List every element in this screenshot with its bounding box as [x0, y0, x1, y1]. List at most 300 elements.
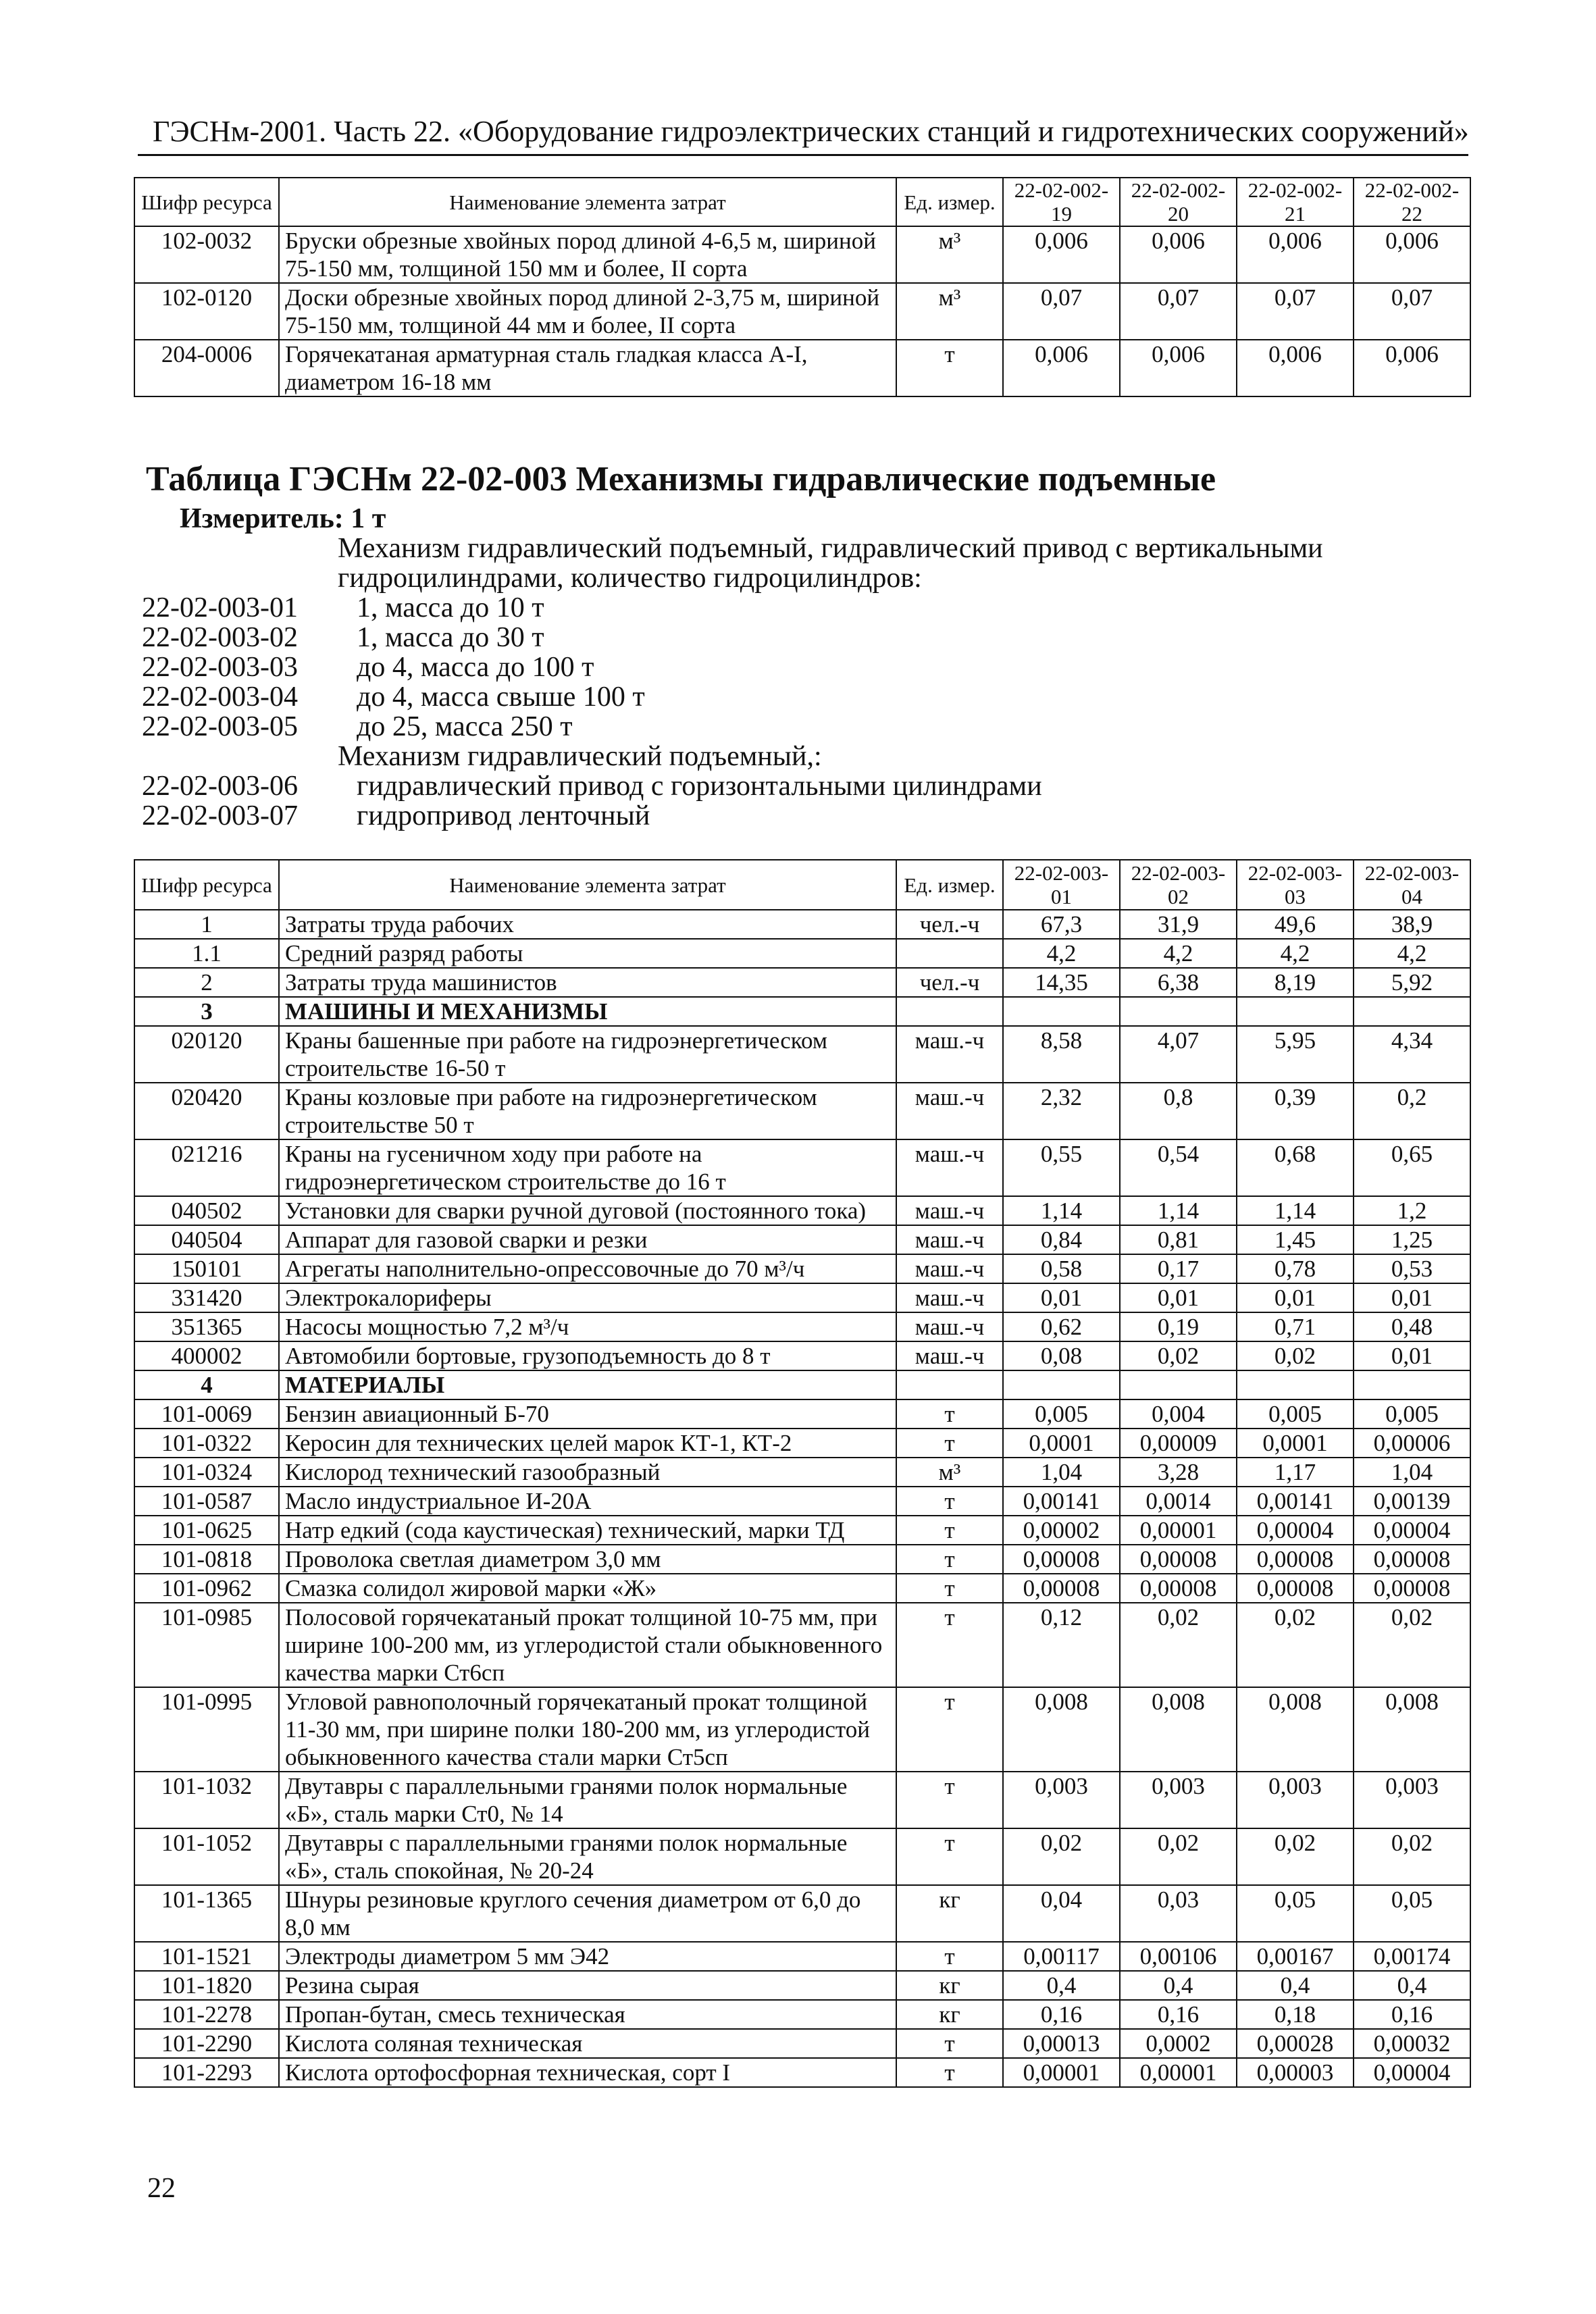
table-row — [134, 1772, 1470, 1828]
cell-value: 0,008 — [1237, 1687, 1354, 1772]
table-row — [134, 1139, 1470, 1196]
cell-name: Краны башенные при работе на гидроэнергетическом строительстве 16-50 т — [279, 1026, 896, 1083]
cell-value: 0,05 — [1354, 1885, 1470, 1942]
norm-item — [142, 652, 1466, 682]
cell-value: 0,00008 — [1003, 1574, 1120, 1603]
cell-value: 0,00009 — [1120, 1429, 1237, 1458]
cell-unit: чел.-ч — [896, 910, 1003, 939]
cell-name: Доски обрезные хвойных пород длиной 2-3,75 м, шириной 75-150 мм, толщиной 44 мм и более, II сорта — [279, 283, 896, 340]
col-header-code: Шифр ресурса — [134, 860, 279, 910]
cell-unit: т — [896, 2029, 1003, 2058]
table-row — [134, 1429, 1470, 1458]
cell-value: 4,34 — [1354, 1026, 1470, 1083]
cell-name: Шнуры резиновые круглого сечения диаметром от 6,0 до 8,0 мм — [279, 1885, 896, 1942]
cell-unit: маш.-ч — [896, 1196, 1003, 1225]
table-row — [134, 226, 1470, 283]
cell-value: 0,00003 — [1237, 2058, 1354, 2087]
cell-code: 101-2290 — [134, 2029, 279, 2058]
cell-value: 0,005 — [1003, 1399, 1120, 1429]
cell-value: 0,16 — [1120, 2000, 1237, 2029]
cell-value: 0,008 — [1003, 1687, 1120, 1772]
cell-name: Аппарат для газовой сварки и резки — [279, 1225, 896, 1254]
cell-name: Бруски обрезные хвойных пород длиной 4-6,5 м, шириной 75-150 мм, толщиной 150 мм и более, II сорта — [279, 226, 896, 283]
cell-unit: т — [896, 2058, 1003, 2087]
cell-code: 101-0985 — [134, 1603, 279, 1687]
cell-unit: т — [896, 1545, 1003, 1574]
table-row — [134, 1971, 1470, 2000]
cell-code: 101-1365 — [134, 1885, 279, 1942]
norm-item-text: до 25, масса 250 т — [357, 711, 573, 742]
cell-value: 1,14 — [1120, 1196, 1237, 1225]
table-row — [134, 283, 1470, 340]
cell-unit: т — [896, 1603, 1003, 1687]
norm-code: 22-02-003-07 — [142, 800, 298, 831]
cell-name: Кислород технический газообразный — [279, 1458, 896, 1487]
cell-value: 0,04 — [1003, 1885, 1120, 1942]
cell-code: 3 — [134, 997, 279, 1026]
resource-table-continued — [134, 177, 1471, 397]
norm-item-text: до 4, масса до 100 т — [357, 652, 594, 683]
cell-value: 0,00013 — [1003, 2029, 1120, 2058]
cell-name: Краны козловые при работе на гидроэнергетическом строительстве 50 т — [279, 1083, 896, 1139]
cell-value: 0,48 — [1354, 1312, 1470, 1341]
norm-item-text: до 4, масса свыше 100 т — [357, 682, 645, 713]
cell-value: 0,01 — [1120, 1283, 1237, 1312]
cell-value: 0,4 — [1003, 1971, 1120, 2000]
cell-unit: кг — [896, 1885, 1003, 1942]
cell-value — [1003, 1370, 1120, 1399]
col-header-value: 22-02-002-20 — [1120, 178, 1237, 226]
cell-name: Двутавры с параллельными гранями полок нормальные «Б», сталь спокойная, № 20-24 — [279, 1828, 896, 1885]
table-row — [134, 1603, 1470, 1687]
cell-name: Пропан-бутан, смесь техническая — [279, 2000, 896, 2029]
cell-value: 0,006 — [1003, 226, 1120, 283]
table-row — [134, 1885, 1470, 1942]
cell-unit: кг — [896, 2000, 1003, 2029]
cell-code: 101-2278 — [134, 2000, 279, 2029]
cell-name: МАТЕРИАЛЫ — [279, 1370, 896, 1399]
cell-value: 1,04 — [1354, 1458, 1470, 1487]
cell-unit: м³ — [896, 226, 1003, 283]
norm-code: 22-02-003-01 — [142, 592, 298, 623]
norm-item — [142, 682, 1466, 712]
cell-value: 0,17 — [1120, 1254, 1237, 1283]
cell-value: 0,4 — [1354, 1971, 1470, 2000]
cell-value: 0,00008 — [1120, 1545, 1237, 1574]
cell-code: 101-0324 — [134, 1458, 279, 1487]
col-header-value: 22-02-003-04 — [1354, 860, 1470, 910]
group-title: Механизм гидравлический подъемный,: — [338, 741, 822, 772]
norm-item-text: 1, масса до 30 т — [357, 622, 544, 653]
cell-value: 0,4 — [1120, 1971, 1237, 2000]
table-row — [134, 1545, 1470, 1574]
cell-unit: т — [896, 1487, 1003, 1516]
cell-name: Электроды диаметром 5 мм Э42 — [279, 1942, 896, 1971]
cell-unit: т — [896, 1942, 1003, 1971]
cell-value: 0,02 — [1237, 1828, 1354, 1885]
norm-item — [142, 593, 1466, 623]
cell-value: 4,2 — [1237, 939, 1354, 968]
cell-value — [1120, 1370, 1237, 1399]
cell-value: 0,006 — [1354, 226, 1470, 283]
cell-code: 1 — [134, 910, 279, 939]
cell-value: 0,00167 — [1237, 1942, 1354, 1971]
col-header-value: 22-02-003-02 — [1120, 860, 1237, 910]
col-header-value: 22-02-003-01 — [1003, 860, 1120, 910]
table-row — [134, 1687, 1470, 1772]
cell-value: 14,35 — [1003, 968, 1120, 997]
cell-value: 1,2 — [1354, 1196, 1470, 1225]
norm-item — [142, 801, 1466, 831]
cell-code: 102-0120 — [134, 283, 279, 340]
cell-name: Насосы мощностью 7,2 м³/ч — [279, 1312, 896, 1341]
cell-unit: м³ — [896, 283, 1003, 340]
cell-code: 1.1 — [134, 939, 279, 968]
cell-name: Полосовой горячекатаный прокат толщиной 10-75 мм, при ширине 100-200 мм, из углеродистой стали обыкновенного качества марки Ст6сп — [279, 1603, 896, 1687]
cell-name: Агрегаты наполнительно-опрессовочные до 70 м³/ч — [279, 1254, 896, 1283]
col-header-unit: Ед. измер. — [896, 860, 1003, 910]
table-header-row — [134, 178, 1470, 226]
norm-code: 22-02-003-05 — [142, 711, 298, 742]
cell-code: 101-0962 — [134, 1574, 279, 1603]
cell-value: 0,00008 — [1003, 1545, 1120, 1574]
meter-label: Измеритель: — [180, 503, 344, 534]
table-row — [134, 1487, 1470, 1516]
cell-code: 204-0006 — [134, 340, 279, 396]
cell-code: 101-1032 — [134, 1772, 279, 1828]
table-row — [134, 2058, 1470, 2087]
cell-code: 101-0625 — [134, 1516, 279, 1545]
group-title: Механизм гидравлический подъемный, гидравлический привод с вертикальными — [338, 533, 1323, 564]
cell-value: 1,25 — [1354, 1225, 1470, 1254]
cell-code: 101-1052 — [134, 1828, 279, 1885]
cell-code: 101-1820 — [134, 1971, 279, 2000]
cell-value: 0,003 — [1237, 1772, 1354, 1828]
cell-value: 0,4 — [1237, 1971, 1354, 2000]
meter-line — [180, 501, 386, 536]
cell-value: 0,65 — [1354, 1139, 1470, 1196]
cell-name: Автомобили бортовые, грузоподъемность до 8 т — [279, 1341, 896, 1370]
cell-value: 0,00006 — [1354, 1429, 1470, 1458]
table-row — [134, 340, 1470, 396]
cell-value: 0,02 — [1237, 1341, 1354, 1370]
cell-value: 0,00008 — [1354, 1574, 1470, 1603]
cell-name: Двутавры с параллельными гранями полок нормальные «Б», сталь марки Ст0, № 14 — [279, 1772, 896, 1828]
cell-value: 0,006 — [1003, 340, 1120, 396]
cell-value: 0,02 — [1120, 1341, 1237, 1370]
cell-unit: маш.-ч — [896, 1341, 1003, 1370]
cell-name: Бензин авиационный Б-70 — [279, 1399, 896, 1429]
cell-value: 0,0001 — [1237, 1429, 1354, 1458]
table-row — [134, 1341, 1470, 1370]
cell-name: Горячекатаная арматурная сталь гладкая класса А-I, диаметром 16-18 мм — [279, 340, 896, 396]
table-row — [134, 1312, 1470, 1341]
group1-items — [142, 593, 1466, 742]
page-number: 22 — [147, 2173, 176, 2204]
cell-value: 4,07 — [1120, 1026, 1237, 1083]
cell-unit: маш.-ч — [896, 1312, 1003, 1341]
table-row — [134, 1283, 1470, 1312]
cell-value: 5,92 — [1354, 968, 1470, 997]
cell-value: 0,55 — [1003, 1139, 1120, 1196]
table2-body — [134, 910, 1470, 2087]
cell-value: 49,6 — [1237, 910, 1354, 939]
cell-name: Кислота ортофосфорная техническая, сорт I — [279, 2058, 896, 2087]
cell-value — [1237, 1370, 1354, 1399]
col-header-unit: Ед. измер. — [896, 178, 1003, 226]
cell-value: 0,07 — [1120, 283, 1237, 340]
table-row — [134, 1516, 1470, 1545]
cell-name: Краны на гусеничном ходу при работе на гидроэнергетическом строительстве до 16 т — [279, 1139, 896, 1196]
cell-value: 0,01 — [1354, 1341, 1470, 1370]
cell-value: 0,006 — [1237, 340, 1354, 396]
table-header-row — [134, 860, 1470, 910]
cell-unit — [896, 1370, 1003, 1399]
cell-value: 0,00141 — [1237, 1487, 1354, 1516]
table-row — [134, 968, 1470, 997]
cell-unit: т — [896, 1687, 1003, 1772]
cell-value: 0,81 — [1120, 1225, 1237, 1254]
table-row — [134, 2000, 1470, 2029]
cell-value: 0,00008 — [1237, 1574, 1354, 1603]
cell-code: 020120 — [134, 1026, 279, 1083]
cell-value: 0,53 — [1354, 1254, 1470, 1283]
cell-code: 020420 — [134, 1083, 279, 1139]
cell-value: 0,00117 — [1003, 1942, 1120, 1971]
cell-value: 0,71 — [1237, 1312, 1354, 1341]
cell-unit: маш.-ч — [896, 1083, 1003, 1139]
cell-code: 021216 — [134, 1139, 279, 1196]
cell-value: 1,04 — [1003, 1458, 1120, 1487]
cell-name: Керосин для технических целей марок КТ-1, КТ-2 — [279, 1429, 896, 1458]
norm-item — [142, 712, 1466, 742]
cell-value: 0,07 — [1003, 283, 1120, 340]
cell-value: 0,02 — [1354, 1603, 1470, 1687]
cell-value: 4,2 — [1120, 939, 1237, 968]
cell-code: 351365 — [134, 1312, 279, 1341]
cell-name: Кислота соляная техническая — [279, 2029, 896, 2058]
cell-value: 0,16 — [1354, 2000, 1470, 2029]
cell-code: 101-0995 — [134, 1687, 279, 1772]
header-rule — [138, 154, 1468, 156]
cell-value: 0,18 — [1237, 2000, 1354, 2029]
cell-value: 0,16 — [1003, 2000, 1120, 2029]
col-header-value: 22-02-003-03 — [1237, 860, 1354, 910]
cell-value: 0,006 — [1354, 340, 1470, 396]
cell-unit: кг — [896, 1971, 1003, 2000]
cell-code: 101-2293 — [134, 2058, 279, 2087]
meter-value: 1 т — [351, 503, 386, 534]
cell-value: 5,95 — [1237, 1026, 1354, 1083]
col-header-value: 22-02-002-19 — [1003, 178, 1120, 226]
table-row — [134, 939, 1470, 968]
cell-value: 38,9 — [1354, 910, 1470, 939]
table-row — [134, 1370, 1470, 1399]
cell-unit: т — [896, 1828, 1003, 1885]
cell-value — [1354, 1370, 1470, 1399]
group2-items — [142, 771, 1466, 831]
cell-value: 0,003 — [1003, 1772, 1120, 1828]
table-row — [134, 1458, 1470, 1487]
cell-value: 0,00141 — [1003, 1487, 1120, 1516]
cell-unit: маш.-ч — [896, 1225, 1003, 1254]
cell-value: 0,19 — [1120, 1312, 1237, 1341]
table-row — [134, 910, 1470, 939]
cell-unit: т — [896, 1772, 1003, 1828]
cell-unit: т — [896, 340, 1003, 396]
cell-code: 331420 — [134, 1283, 279, 1312]
table-row — [134, 1942, 1470, 1971]
cell-value: 0,39 — [1237, 1083, 1354, 1139]
cell-unit — [896, 939, 1003, 968]
cell-value: 0,00001 — [1120, 1516, 1237, 1545]
cell-unit: т — [896, 1429, 1003, 1458]
cell-value: 2,32 — [1003, 1083, 1120, 1139]
cell-value: 1,14 — [1003, 1196, 1120, 1225]
group-title: гидроцилиндрами, количество гидроцилиндров: — [338, 563, 922, 594]
cell-unit: маш.-ч — [896, 1254, 1003, 1283]
cell-value: 0,02 — [1120, 1603, 1237, 1687]
cell-value: 0,12 — [1003, 1603, 1120, 1687]
cell-value: 0,004 — [1120, 1399, 1237, 1429]
cell-unit: т — [896, 1516, 1003, 1545]
cell-value: 0,006 — [1120, 340, 1237, 396]
cell-value: 0,00008 — [1237, 1545, 1354, 1574]
cell-value: 0,2 — [1354, 1083, 1470, 1139]
cell-name: Проволока светлая диаметром 3,0 мм — [279, 1545, 896, 1574]
cell-value: 0,54 — [1120, 1139, 1237, 1196]
col-header-code: Шифр ресурса — [134, 178, 279, 226]
norm-code: 22-02-003-04 — [142, 682, 298, 713]
cell-code: 101-0818 — [134, 1545, 279, 1574]
cell-code: 150101 — [134, 1254, 279, 1283]
cell-value: 0,07 — [1354, 283, 1470, 340]
cell-value: 0,0014 — [1120, 1487, 1237, 1516]
table-row — [134, 997, 1470, 1026]
col-header-value: 22-02-002-22 — [1354, 178, 1470, 226]
cell-value: 0,08 — [1003, 1341, 1120, 1370]
cell-unit: маш.-ч — [896, 1283, 1003, 1312]
cell-name: Натр едкий (сода каустическая) технический, марки ТД — [279, 1516, 896, 1545]
cell-value — [1120, 997, 1237, 1026]
cell-code: 101-1521 — [134, 1942, 279, 1971]
col-header-name: Наименование элемента затрат — [279, 178, 896, 226]
table-row — [134, 1254, 1470, 1283]
cell-value: 0,0001 — [1003, 1429, 1120, 1458]
cell-value: 0,005 — [1237, 1399, 1354, 1429]
table-row — [134, 1399, 1470, 1429]
table-row — [134, 1026, 1470, 1083]
cell-value — [1354, 997, 1470, 1026]
cell-value: 0,0002 — [1120, 2029, 1237, 2058]
cell-value: 0,01 — [1354, 1283, 1470, 1312]
cell-value: 0,00004 — [1354, 1516, 1470, 1545]
cell-value: 0,00106 — [1120, 1942, 1237, 1971]
cell-name: Смазка солидол жировой марки «Ж» — [279, 1574, 896, 1603]
cell-value: 8,58 — [1003, 1026, 1120, 1083]
cell-unit: т — [896, 1399, 1003, 1429]
cell-value: 6,38 — [1120, 968, 1237, 997]
cell-code: 400002 — [134, 1341, 279, 1370]
cell-name: Затраты труда рабочих — [279, 910, 896, 939]
resource-table — [134, 859, 1471, 2088]
cell-value: 0,00008 — [1354, 1545, 1470, 1574]
norm-item — [142, 771, 1466, 801]
cell-value: 0,003 — [1120, 1772, 1237, 1828]
cell-value — [1237, 997, 1354, 1026]
cell-code: 102-0032 — [134, 226, 279, 283]
cell-code: 040502 — [134, 1196, 279, 1225]
cell-value: 0,00008 — [1120, 1574, 1237, 1603]
cell-value: 0,008 — [1120, 1687, 1237, 1772]
norm-code: 22-02-003-03 — [142, 652, 298, 683]
cell-code: 101-0069 — [134, 1399, 279, 1429]
table-row — [134, 1196, 1470, 1225]
cell-value: 0,78 — [1237, 1254, 1354, 1283]
cell-unit — [896, 997, 1003, 1026]
norm-description — [142, 534, 1466, 831]
cell-unit: т — [896, 1574, 1003, 1603]
table-title: Таблица ГЭСНм 22-02-003 Механизмы гидравлические подъемные — [146, 460, 1216, 498]
cell-value: 0,00028 — [1237, 2029, 1354, 2058]
norm-item-text: гидравлический привод с горизонтальными цилиндрами — [357, 771, 1042, 802]
norm-item-text: гидропривод ленточный — [357, 800, 650, 831]
cell-value: 0,02 — [1354, 1828, 1470, 1885]
cell-name: Средний разряд работы — [279, 939, 896, 968]
table-row — [134, 2029, 1470, 2058]
norm-code: 22-02-003-02 — [142, 622, 298, 653]
cell-unit: маш.-ч — [896, 1026, 1003, 1083]
cell-unit: чел.-ч — [896, 968, 1003, 997]
cell-value: 0,00001 — [1120, 2058, 1237, 2087]
cell-value: 0,01 — [1003, 1283, 1120, 1312]
cell-code: 101-0587 — [134, 1487, 279, 1516]
cell-unit: м³ — [896, 1458, 1003, 1487]
cell-name: Электрокалориферы — [279, 1283, 896, 1312]
cell-value: 0,07 — [1237, 283, 1354, 340]
cell-value: 0,62 — [1003, 1312, 1120, 1341]
cell-value: 0,006 — [1237, 226, 1354, 283]
cell-value: 0,02 — [1003, 1828, 1120, 1885]
cell-value: 0,003 — [1354, 1772, 1470, 1828]
cell-value: 0,008 — [1354, 1687, 1470, 1772]
cell-code: 2 — [134, 968, 279, 997]
cell-name: Угловой равнополочный горячекатаный прокат толщиной 11-30 мм, при ширине полки 180-200 мм, из углеродистой обыкновенного качества стали марки Ст5сп — [279, 1687, 896, 1772]
cell-name: Масло индустриальное И-20А — [279, 1487, 896, 1516]
table-row — [134, 1225, 1470, 1254]
cell-value: 0,58 — [1003, 1254, 1120, 1283]
cell-value — [1003, 997, 1120, 1026]
cell-value: 0,00004 — [1237, 1516, 1354, 1545]
cell-value: 0,00139 — [1354, 1487, 1470, 1516]
cell-value: 1,17 — [1237, 1458, 1354, 1487]
cell-code: 040504 — [134, 1225, 279, 1254]
norm-item-text: 1, масса до 10 т — [357, 592, 544, 623]
cell-value: 0,00002 — [1003, 1516, 1120, 1545]
cell-value: 4,2 — [1003, 939, 1120, 968]
cell-name: Установки для сварки ручной дуговой (постоянного тока) — [279, 1196, 896, 1225]
col-header-name: Наименование элемента затрат — [279, 860, 896, 910]
cell-value: 31,9 — [1120, 910, 1237, 939]
cell-value: 0,006 — [1120, 226, 1237, 283]
cell-value: 0,005 — [1354, 1399, 1470, 1429]
cell-value: 1,45 — [1237, 1225, 1354, 1254]
cell-value: 0,00032 — [1354, 2029, 1470, 2058]
cell-value: 0,02 — [1120, 1828, 1237, 1885]
cell-value: 0,03 — [1120, 1885, 1237, 1942]
cell-value: 0,01 — [1237, 1283, 1354, 1312]
cell-value: 0,8 — [1120, 1083, 1237, 1139]
